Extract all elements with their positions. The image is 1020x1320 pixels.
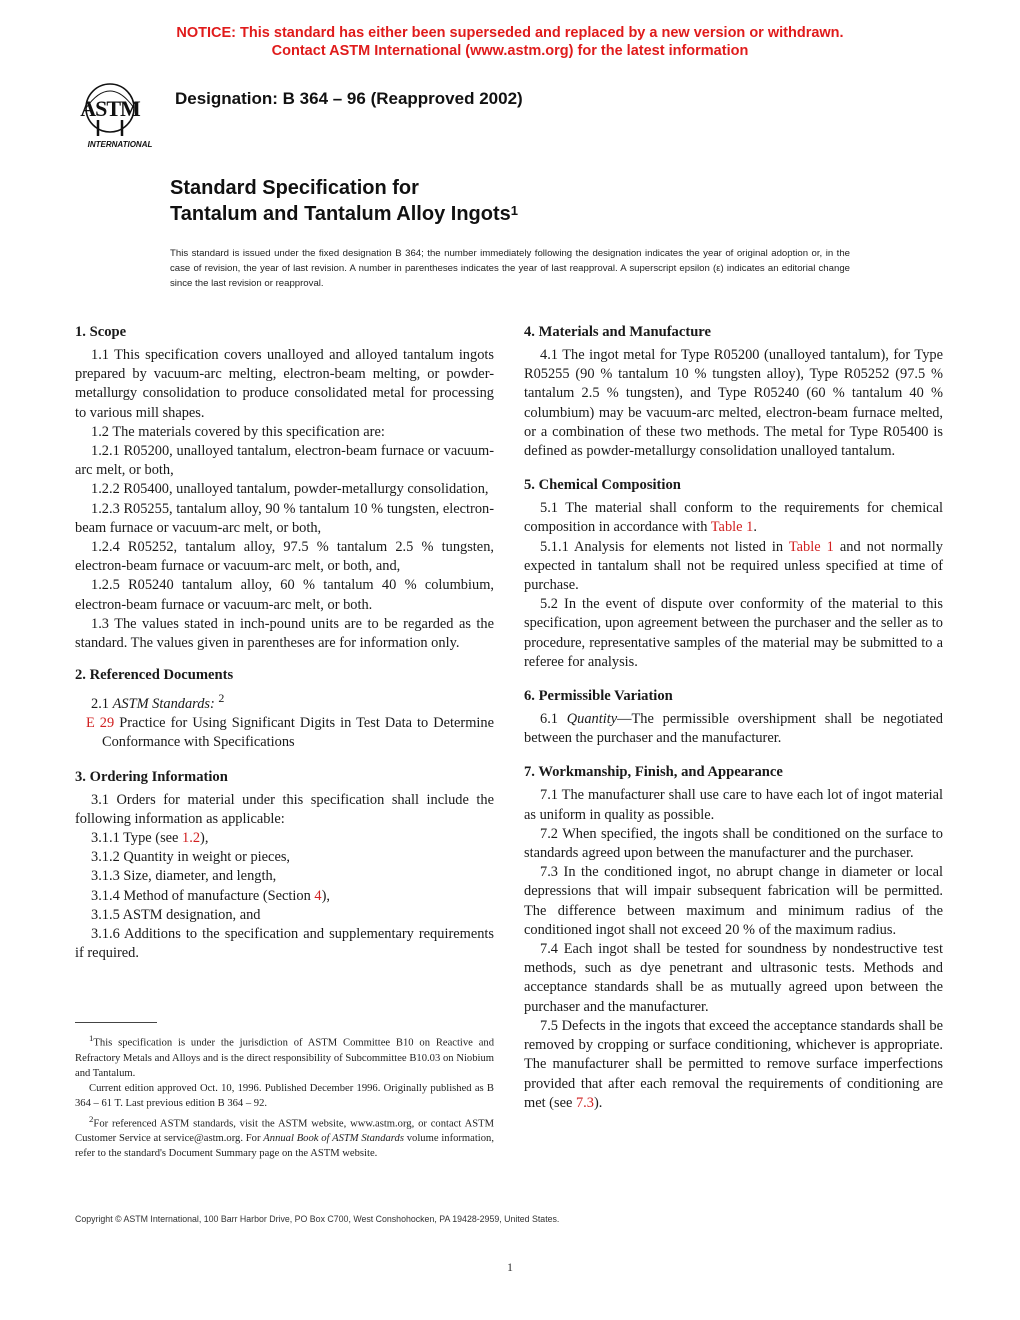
paragraph: 5.2 In the event of dispute over conformity of the material to this specification, upon agreement between the purchaser and the seller as to procedure, representative samples of the material may be submitted to a referee for analysis. [524, 596, 943, 670]
issued-note: This standard is issued under the fixed designation B 364; the number immediately following the designation indicates the year of original adoption or, in the case of revision, the year of last revision. A number in parentheses indicates the year of last reapproval. A superscript epsilon (ε) indicates an editorial change since the last revision or reapproval. [170, 248, 850, 289]
list-item: 3.1.6 Additions to the specification and supplementary requirements if required. [75, 926, 494, 962]
list-item: 3.1.1 Type (see 1.2), [91, 830, 209, 847]
designation: Designation: B 364 – 96 (Reapproved 2002) [175, 89, 523, 108]
notice-line-2: Contact ASTM International (www.astm.org) for the latest information [271, 43, 749, 59]
list-item: 3.1.2 Quantity in weight or pieces, [91, 849, 291, 866]
paragraph: 3.1 Orders for material under this specification shall include the following information as applicable: [75, 791, 494, 827]
paragraph: 5.1.1 Analysis for elements not listed in Table 1 and not normally expected in tantalum shall not be required unless specified at time of purchase. [524, 538, 944, 594]
paragraph: 1.2 The materials covered by this specification are: [91, 423, 385, 440]
section-link-4[interactable]: 4 [314, 887, 322, 904]
footnote-divider [75, 1022, 157, 1023]
list-item: 3.1.4 Method of manufacture (Section 4), [91, 887, 330, 904]
paragraph: 7.1 The manufacturer shall use care to have each lot of ingot material as uniform in quality as possible. [524, 787, 943, 823]
footnote-2: $^2$For referenced ASTM standards, visit the ASTM website, www.astm.org, or contact ASTM Customer Service at service@astm.org. For Annual Book of ASTM Standards volume information, refer to the standard's Document Summary page on the ASTM website. [75, 1113, 494, 1160]
page-number: 1 [507, 1260, 513, 1274]
paragraph: 1.3 The values stated in inch-pound units are to be regarded as the standard. The values given in parentheses are for information only. [75, 615, 494, 652]
section-heading-ordering-information: 3. Ordering Information [75, 768, 228, 785]
logo-text: ASTM [80, 96, 140, 121]
footnote-1: $^1$This specification is under the jurisdiction of ASTM Committee B10 on Reactive and Refractory Metals and Alloys and is the direct responsibility of Subcommittee B10.03 on Niobium and Tantalum. [75, 1033, 494, 1079]
footnote-1-edition: Current edition approved Oct. 10, 1996. Published December 1996. Originally published as B 364 – 61 T. Last previous edition B 364 – 92. [75, 1083, 494, 1110]
title-text: Tantalum and Tantalum Alloy Ingots [170, 203, 511, 225]
paragraph: 1.2.4 R05252, tantalum alloy, 97.5 % tantalum 2.5 % tungsten, electron-beam furnace or vacuum-arc melt, or both, and, [75, 539, 494, 575]
paragraph: 2.1 ASTM Standards: $^2$ [91, 691, 225, 713]
footnote-mark-2[interactable]: 2 [218, 691, 225, 706]
section-heading-chemical-composition: 5. Chemical Composition [524, 477, 681, 494]
logo-caption: INTERNATIONAL [87, 140, 153, 149]
paragraph: 1.2.3 R05255, tantalum alloy, 90 % tantalum 10 % tungsten, electron-beam furnace or vacuum-arc melt, or both, [75, 500, 494, 536]
supersede-notice [0, 24, 1020, 60]
paragraph: 1.2.1 R05200, unalloyed tantalum, electron-beam furnace or vacuum-arc melt, or both, [75, 443, 494, 479]
section-link-1-2[interactable]: 1.2 [182, 830, 201, 847]
document-title [170, 175, 518, 227]
paragraph: 1.1 This specification covers unalloyed and alloyed tantalum ingots prepared by vacuum-arc melting, electron-beam melting, or powder-metallurgy consolidation to produce consolidated metal for processing to various mill shapes. [75, 347, 494, 421]
reference-link-e29[interactable]: E 29 [86, 715, 115, 732]
section-heading-scope: 1. Scope [75, 324, 127, 340]
table-1-link[interactable]: Table 1 [710, 519, 754, 536]
paragraph: 1.2.5 R05240 tantalum alloy, 60 % tantalum 40 % columbium, electron-beam furnace or vacuum-arc melt, or both. [75, 577, 494, 613]
title-footnote-mark[interactable]: 1 [510, 203, 518, 218]
right-column [524, 322, 943, 1113]
title-line-1: Standard Specification for [170, 177, 419, 199]
section-heading-referenced-documents: 2. Referenced Documents [75, 667, 234, 684]
paragraph: 5.1 The material shall conform to the requirements for chemical composition in accordance with Table 1. [524, 500, 943, 536]
notice-line-1: NOTICE: This standard has either been superseded and replaced by a new version or withdrawn. [176, 25, 844, 41]
astm-logo [78, 78, 160, 150]
list-item: 3.1.5 ASTM designation, and [91, 906, 261, 923]
paragraph: 7.4 Each ingot shall be tested for soundness by nondestructive test methods, such as dye penetrant and ultrasonic tests. Methods and acceptance standards shall be as mutually agreed upon between the purchaser and the manufacturer. [524, 941, 943, 1015]
table-1-link[interactable]: Table 1 [788, 538, 834, 555]
paragraph: 7.2 When specified, the ingots shall be conditioned on the surface to standards agreed upon between the manufacturer and the purchaser. [524, 825, 943, 862]
title-line-2 [170, 201, 518, 227]
left-column [75, 322, 494, 963]
paragraph: 7.3 In the conditioned ingot, no abrupt change in diameter or local depressions that will impair subsequent fabrication will be permitted. The difference between maximum and minimum radius of the conditioned ingot shall not exceed 20 % of the maximum radius. [524, 864, 943, 938]
section-heading-workmanship: 7. Workmanship, Finish, and Appearance [524, 764, 783, 781]
section-heading-materials: 4. Materials and Manufacture [524, 324, 711, 340]
paragraph: 6.1 Quantity—The permissible overshipment shall be negotiated between the purchaser and the manufacturer. [524, 711, 943, 747]
paragraph: 1.2.2 R05400, unalloyed tantalum, powder-metallurgy consolidation, [91, 481, 489, 498]
paragraph: 4.1 The ingot metal for Type R05200 (unalloyed tantalum), for Type R05255 (90 % tantalum 10 % tungsten alloy), Type R05252 (97.5 % tantalum 2.5 % tungsten), and Type R05240 (60 % tantalum 40 % columbium) may be vacuum-arc melted, electron-beam furnace melted, or a combination of these two methods. The metal for Type R05400 is defined as powder-metallurgy consolidation unalloyed tantalum. [524, 347, 943, 460]
section-heading-permissible-variation: 6. Permissible Variation [524, 688, 673, 705]
list-item: 3.1.3 Size, diameter, and length, [91, 868, 277, 885]
footnotes [75, 1031, 494, 1162]
reference-entry: E 29 Practice for Using Significant Digits in Test Data to Determine Conformance with Specifications [86, 715, 494, 751]
paragraph: 7.5 Defects in the ingots that exceed the acceptance standards shall be removed by cropping or surface conditioning, whichever is appropriate. The manufacturer shall be permitted to remove surface imperfections provided that after each removal the requirements of conditioning are met (see 7.3). [524, 1017, 943, 1111]
section-link-7-3[interactable]: 7.3 [575, 1094, 594, 1111]
copyright: Copyright © ASTM International, 100 Barr Harbor Drive, PO Box C700, West Conshohocken, PA 19428-2959, United States. [75, 1214, 560, 1224]
